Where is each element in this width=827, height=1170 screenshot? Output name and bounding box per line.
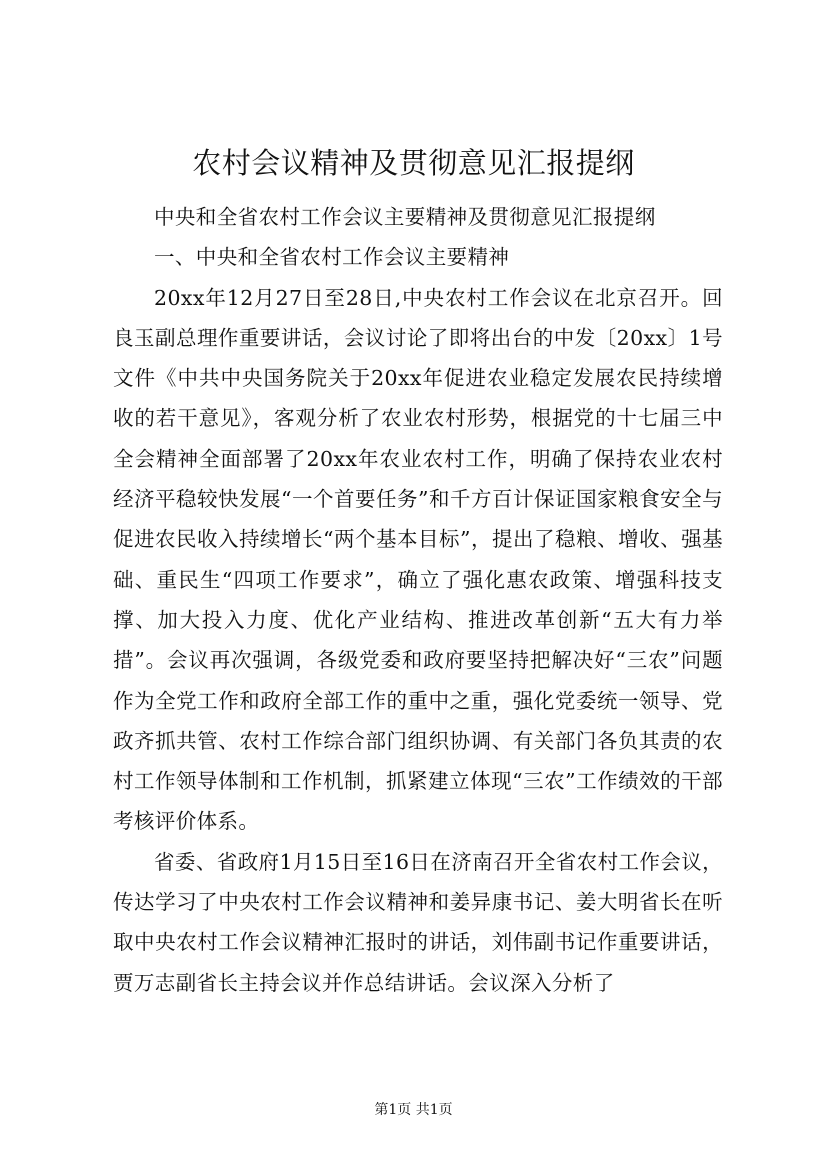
subtitle-paragraph: 中央和全省农村工作会议主要精神及贯彻意见汇报提纲	[154, 205, 656, 229]
body-paragraph: 省委、省政府1月15日至16日在济南召开全省农村工作会议，传达学习了中央农村工作会议精神和姜异康书记、姜大明省长在听取中央农村工作会议精神汇报时的讲话，刘伟副书记作重要讲话，贾万志副省长主持会议并作总结讲话。会议深入分析了	[113, 849, 723, 995]
document-title: 农村会议精神及贯彻意见汇报提纲	[192, 146, 635, 180]
body-paragraph: 20xx年12月27日至28日,中央农村工作会议在北京召开。回良玉副总理作重要讲话，会议讨论了即将出台的中发〔20xx〕1号文件《中共中央国务院关于20xx年促进农业稳定发展农民持续增收的若干意见》，客观分析了农业农村形势，根据党的十七届三中全会精神全面部署了20xx年农业农村工作，明确了保持农业农村经济平稳较快发展“一个首要任务”和千方百计保证国家粮食安全与促进农民收入持续增长“两个基本目标”，提出了稳粮、增收、强基础、重民生“四项工作要求”，确立了强化惠农政策、增强科技支撑、加大投入力度、优化产业结构、推进改革创新“五大有力举措”。会议再次强调，各级党委和政府要坚持把解决好“三农”问题作为全党工作和政府全部工作的重中之重，强化党委统一领导、党政齐抓共管、农村工作综合部门组织协调、有关部门各负其责的农村工作领导体制和工作机制，抓紧建立体现“三农”工作绩效的干部考核评价体系。	[113, 285, 723, 834]
page-footer: 第1页 共1页	[374, 1102, 453, 1118]
document-body	[113, 197, 723, 1003]
section-heading: 一、中央和全省农村工作会议主要精神	[154, 245, 510, 270]
